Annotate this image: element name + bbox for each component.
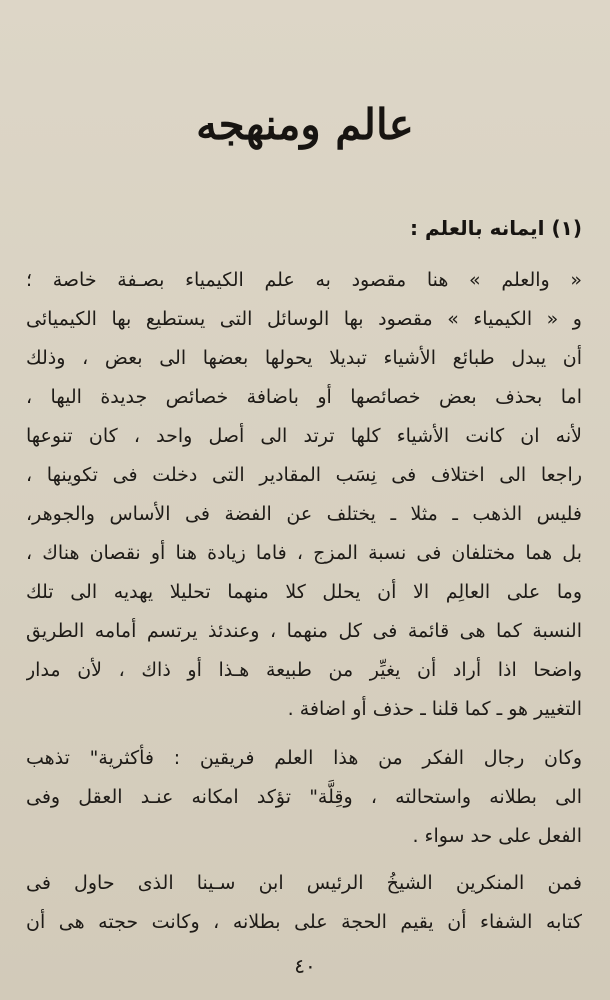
text-line: أن يبدل طبائع الأشياء تبديلا يحولها بعضها الى بعض ، وذلك xyxy=(26,347,582,369)
text-line: الفعل على حد سواء . xyxy=(412,825,582,847)
text-line: و « الكيمياء » مقصود بها الوسائل التى يستطيع بها الكيميائى xyxy=(26,308,582,330)
text-line: واضحا اذا أراد أن يغيِّر من طبيعة هـذا أو ذاك ، لأن مدار xyxy=(26,659,582,681)
text-line: لأنه ان كانت الأشياء كلها ترتد الى أصل واحد ، كان تنوعها xyxy=(26,425,582,447)
page-number: ٤٠ xyxy=(294,954,316,978)
text-line: فليس الذهب ـ مثلا ـ يختلف عن الفضة فى الأساس والجوهر، xyxy=(26,503,582,525)
text-line: فمن المنكرين الشيخُ الرئيس ابن سـينا الذى حاول فى xyxy=(26,872,582,894)
page-title: عالم ومنهجه xyxy=(196,100,414,149)
text-line: اما بحذف بعض خصائصها أو باضافة خصائص جديدة اليها ، xyxy=(26,386,582,408)
text-line: التغيير هو ـ كما قلنا ـ حذف أو اضافة . xyxy=(287,698,582,720)
section-heading: (١) ايمانه بالعلم : xyxy=(410,216,582,240)
text-line: كتابه الشفاء أن يقيم الحجة على بطلانه ، وكانت حجته هى أن xyxy=(26,911,582,933)
text-line: « والعلم » هنا مقصود به علم الكيمياء بصـفة خاصة ؛ xyxy=(26,269,582,291)
text-line: بل هما مختلفان فى نسبة المزج ، فاما زيادة هنا أو نقصان هناك ، xyxy=(26,542,582,564)
text-line: الى بطلانه واستحالته ، وقِلَّة" تؤكد امكانه عنـد العقل وفى xyxy=(26,786,582,808)
text-line: راجعا الى اختلاف فى نِسَب المقادير التى دخلت فى تكوينها ، xyxy=(26,464,582,486)
text-line: وكان رجال الفكر من هذا العلم فريقين : فأكثرية" تذهب xyxy=(26,747,582,769)
text-line: وما على العالِم الا أن يحلل كلا منهما تحليلا يهديه الى تلك xyxy=(26,581,582,603)
text-line: النسبة كما هى قائمة فى كل منهما ، وعندئذ يرتسم أمامه الطريق xyxy=(26,620,582,642)
